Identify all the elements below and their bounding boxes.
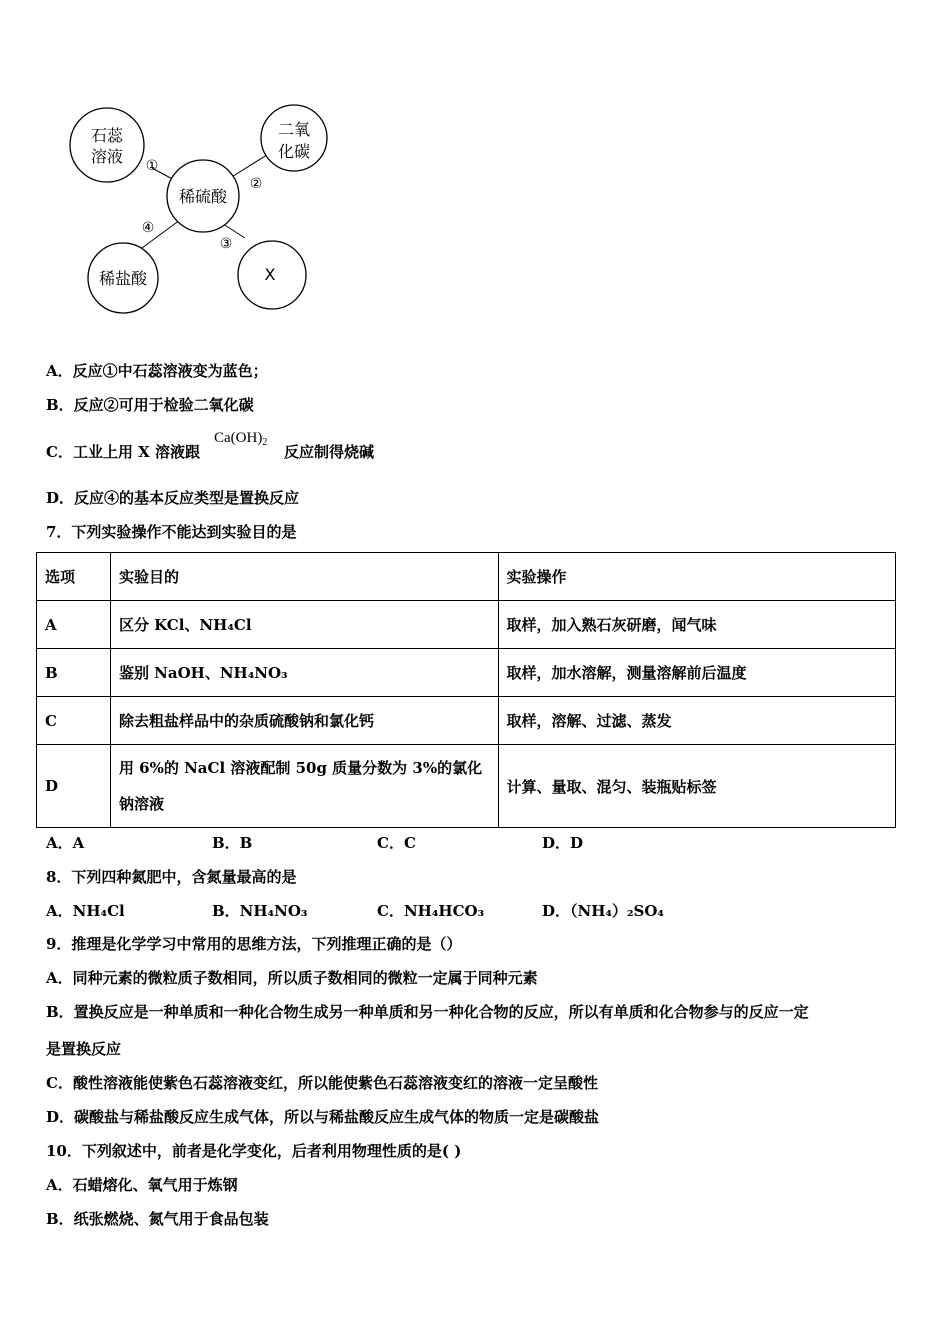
q8-choice-d: D．（NH₄）₂SO₄	[542, 902, 664, 920]
node-litmus-label-1: 石蕊	[90, 126, 124, 145]
edge-label-4: ④	[141, 220, 155, 236]
edge-2	[230, 153, 270, 178]
row-option: C	[37, 697, 111, 745]
experiment-table	[36, 552, 896, 828]
reaction-diagram	[60, 98, 360, 328]
q6-option-c-formula	[214, 430, 267, 448]
row-option: D	[37, 745, 111, 828]
q6-option-c-suffix: 反应制得烧碱	[284, 443, 375, 461]
table-row	[37, 745, 896, 828]
q6-option-c-prefix: C．工业上用 X 溶液跟	[46, 443, 201, 461]
q7-choice-a: A．A	[46, 834, 85, 852]
q9-option-b-line-2: 是置换反应	[46, 1040, 122, 1058]
q10-stem: 10．下列叙述中，前者是化学变化，后者利用物理性质的是( )	[46, 1142, 462, 1160]
table-header-row	[37, 553, 896, 601]
table-row	[37, 649, 896, 697]
row-option: B	[37, 649, 111, 697]
edge-label-2: ②	[249, 176, 263, 192]
q7-choice-b: B．B	[212, 834, 253, 852]
formula-base: Ca(OH)	[214, 430, 263, 446]
edge-label-1: ①	[145, 158, 159, 174]
q8-choice-b: B．NH₄NO₃	[212, 902, 308, 920]
q10-option-b: B．纸张燃烧、氮气用于食品包装	[46, 1210, 269, 1228]
q8-stem: 8．下列四种氮肥中，含氮量最高的是	[46, 868, 297, 886]
formula-subscript: 2	[262, 437, 268, 448]
node-litmus-label-2: 溶液	[90, 147, 124, 166]
header-option: 选项	[37, 553, 111, 601]
q7-choice-c: C．C	[377, 834, 416, 852]
row-purpose: 区分 KCl、NH₄Cl	[110, 601, 498, 649]
node-center-label: 稀硫酸	[178, 187, 228, 206]
q9-option-b-line-1: B．置换反应是一种单质和一种化合物生成另一种单质和另一种化合物的反应，所以有单质和化合物参与的反应一定	[46, 1003, 809, 1021]
edge-label-3: ③	[219, 236, 233, 252]
q6-option-d: D．反应④的基本反应类型是置换反应	[46, 489, 300, 507]
table-row	[37, 601, 896, 649]
row-purpose: 鉴别 NaOH、NH₄NO₃	[110, 649, 498, 697]
row-purpose: 除去粗盐样品中的杂质硫酸钠和氯化钙	[110, 697, 498, 745]
row-purpose-line-2: 钠溶液	[118, 795, 164, 813]
row-option: A	[37, 601, 111, 649]
node-co2-label-2: 化碳	[277, 142, 311, 161]
header-purpose: 实验目的	[110, 553, 498, 601]
q6-option-a: A．反应①中石蕊溶液变为蓝色；	[46, 362, 268, 380]
q6-option-b: B．反应②可用于检验二氧化碳	[46, 396, 254, 414]
node-hcl-label: 稀盐酸	[98, 269, 148, 288]
q9-stem: 9．推理是化学学习中常用的思维方法，下列推理正确的是（）	[46, 935, 462, 953]
table-row	[37, 697, 896, 745]
q8-choice-a: A．NH₄Cl	[46, 902, 125, 920]
node-co2-label-1: 二氧	[277, 120, 311, 139]
q9-option-c: C．酸性溶液能使紫色石蕊溶液变红，所以能使紫色石蕊溶液变红的溶液一定呈酸性	[46, 1074, 598, 1092]
q9-option-d: D．碳酸盐与稀盐酸反应生成气体，所以与稀盐酸反应生成气体的物质一定是碳酸盐	[46, 1108, 600, 1126]
row-operation: 取样，加入熟石灰研磨，闻气味	[498, 601, 896, 649]
row-operation: 取样，加水溶解，测量溶解前后温度	[498, 649, 896, 697]
node-litmus	[70, 108, 144, 182]
row-operation: 计算、量取、混匀、装瓶贴标签	[498, 745, 896, 828]
node-x-label: X	[264, 265, 276, 284]
header-operation: 实验操作	[498, 553, 896, 601]
row-purpose-line-1: 用 6%的 NaCl 溶液配制 50g 质量分数为 3%的氯化	[118, 759, 483, 777]
q8-choice-c: C．NH₄HCO₃	[377, 902, 485, 920]
q7-stem: 7．下列实验操作不能达到实验目的是	[46, 523, 297, 541]
row-purpose	[110, 745, 498, 828]
q10-option-a: A．石蜡熔化、氧气用于炼钢	[46, 1176, 238, 1194]
q7-choice-d: D．D	[542, 834, 584, 852]
q9-option-a: A．同种元素的微粒质子数相同，所以质子数相同的微粒一定属于同种元素	[46, 969, 538, 987]
row-operation: 取样，溶解、过滤、蒸发	[498, 697, 896, 745]
